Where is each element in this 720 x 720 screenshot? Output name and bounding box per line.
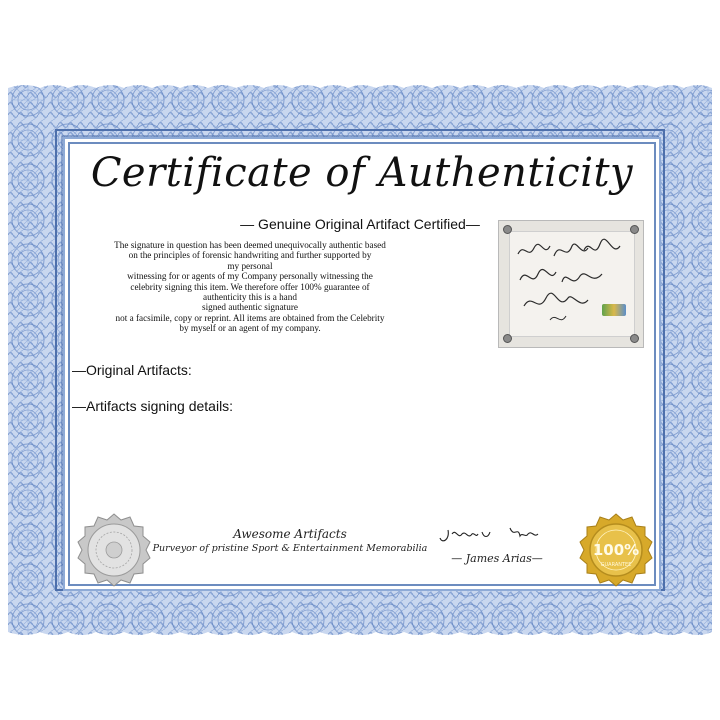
- signing-details-label: —Artifacts signing details:: [72, 398, 234, 414]
- company-block: [150, 526, 430, 556]
- signer-name: — James Arias—: [451, 552, 543, 565]
- artifact-photo: [498, 220, 644, 348]
- seal-percent-text: 100%: [592, 541, 640, 559]
- statement-line: celebrity signing this item. We therefore offer 100% guarantee of: [130, 281, 370, 292]
- certificate-title: Certificate of Authenticity: [90, 150, 634, 196]
- corner-screw: [630, 225, 639, 234]
- authenticity-seal: [76, 512, 152, 588]
- company-tagline: Purveyor of pristine Sport & Entertainment Memorabilia: [152, 543, 428, 554]
- authenticity-statement: [74, 240, 426, 334]
- handwritten-signature: [432, 524, 562, 546]
- corner-screw: [503, 334, 512, 343]
- corner-screw: [630, 334, 639, 343]
- statement-line: by myself or an agent of my company.: [179, 323, 321, 334]
- certificate: [8, 80, 712, 640]
- company-name: Awesome Artifacts: [233, 527, 347, 541]
- statement-line: my personal: [227, 260, 273, 271]
- seal-caption-text: GUARANTEE: [600, 562, 632, 568]
- statement-line: The signature in question has been deemed unequivocally authentic based: [114, 240, 386, 250]
- autographs-image: [510, 232, 634, 336]
- statement-line: authenticity this is a hand: [203, 292, 297, 303]
- certificate-subtitle: — Genuine Original Artifact Certified—: [240, 216, 480, 232]
- statement-line: signed authentic signature: [202, 302, 298, 313]
- signed-card: [509, 231, 635, 337]
- signer-block: [432, 524, 562, 565]
- original-artifacts-label: —Original Artifacts:: [72, 362, 192, 378]
- statement-line: on the principles of forensic handwriting and further supported by: [128, 250, 372, 261]
- statement-line: witnessing for or agents of my Company personally witnessing the: [127, 271, 373, 282]
- hologram-sticker: [602, 304, 626, 316]
- corner-screw: [503, 225, 512, 234]
- statement-line: not a facsimile, copy or reprint. All items are obtained from the Celebrity: [115, 312, 385, 323]
- guarantee-seal: [578, 512, 654, 588]
- certificate-body: [68, 142, 656, 586]
